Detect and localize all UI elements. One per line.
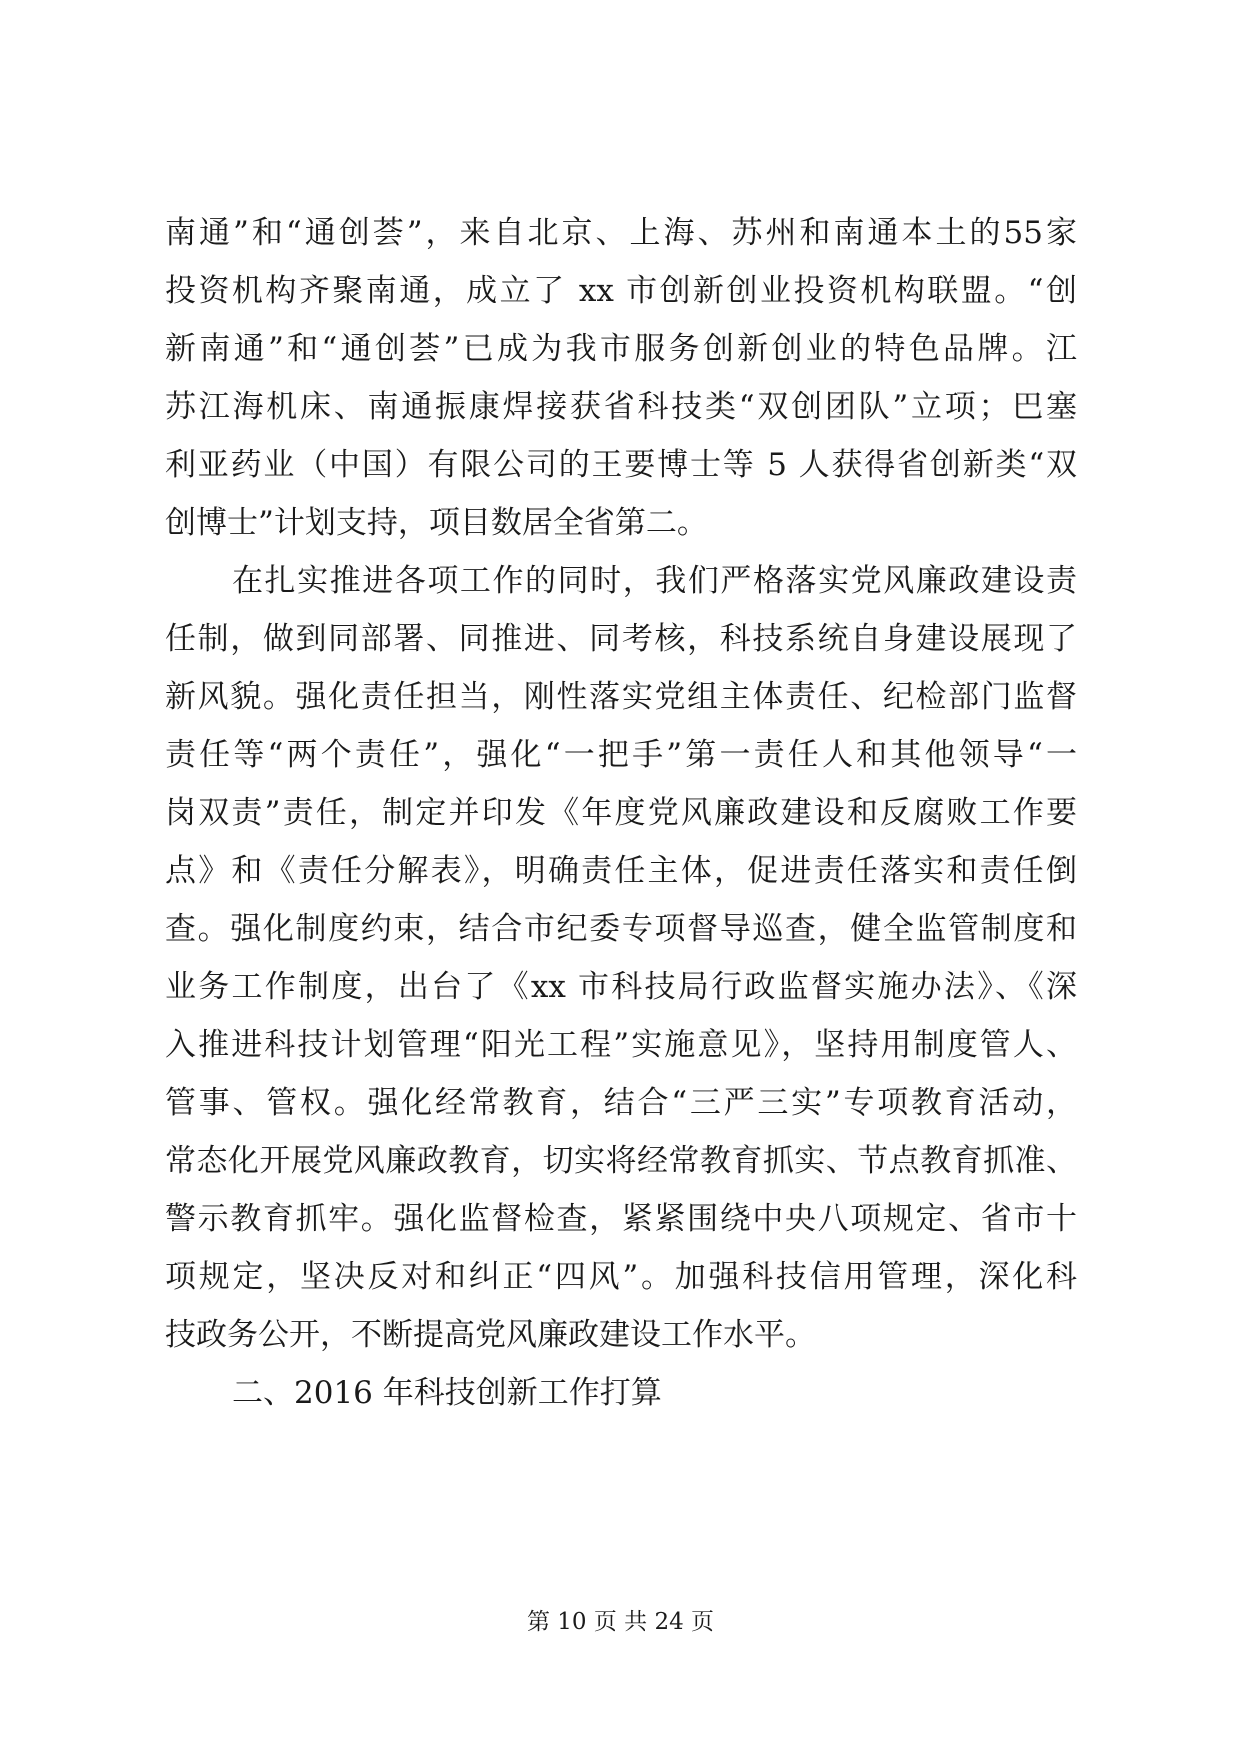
page-number-footer: 第 10 页 共 24 页 <box>526 1609 715 1635</box>
section-heading: 二、2016 年科技创新工作打算 <box>232 1375 662 1411</box>
paragraph-line: 苏江海机床、南通振康焊接获省科技类“双创团队”立项；巴塞 <box>165 389 1077 425</box>
paragraph-line: 技政务公开，不断提高党风廉政建设工作水平。 <box>165 1317 816 1353</box>
paragraph-line: 创博士”计划支持，项目数居全省第二。 <box>165 505 708 541</box>
paragraph-line: 常态化开展党风廉政教育，切实将经常教育抓实、节点教育抓准、 <box>165 1143 1077 1179</box>
paragraph-line: 管事、管权。强化经常教育，结合“三严三实”专项教育活动， <box>165 1085 1077 1121</box>
paragraph-line: 项规定，坚决反对和纠正“四风”。加强科技信用管理，深化科 <box>165 1259 1077 1295</box>
paragraph-line: 新南通”和“通创荟”已成为我市服务创新创业的特色品牌。江 <box>165 331 1077 367</box>
paragraph-line: 入推进科技计划管理“阳光工程”实施意见》，坚持用制度管人、 <box>165 1027 1077 1063</box>
paragraph-line: 业务工作制度，出台了《xx 市科技局行政监督实施办法》、《深 <box>165 969 1077 1005</box>
paragraph-line: 查。强化制度约束，结合市纪委专项督导巡查，健全监管制度和 <box>165 911 1077 947</box>
paragraph-line: 南通”和“通创荟”，来自北京、上海、苏州和南通本土的55家 <box>165 215 1077 251</box>
paragraph-line: 警示教育抓牢。强化监督检查，紧紧围绕中央八项规定、省市十 <box>165 1201 1077 1237</box>
paragraph-line: 在扎实推进各项工作的同时，我们严格落实党风廉政建设责 <box>232 563 1077 599</box>
paragraph-line: 投资机构齐聚南通，成立了 xx 市创新创业投资机构联盟。“创 <box>165 273 1077 309</box>
paragraph-line: 新风貌。强化责任担当，刚性落实党组主体责任、纪检部门监督 <box>165 679 1077 715</box>
paragraph-line: 岗双责”责任，制定并印发《年度党风廉政建设和反腐败工作要 <box>165 795 1077 831</box>
paragraph-line: 利亚药业（中国）有限公司的王要博士等 5 人获得省创新类“双 <box>165 447 1077 483</box>
paragraph-line: 任制，做到同部署、同推进、同考核，科技系统自身建设展现了 <box>165 621 1077 657</box>
paragraph-line: 点》和《责任分解表》，明确责任主体，促进责任落实和责任倒 <box>165 853 1077 889</box>
paragraph-line: 责任等“两个责任”，强化“一把手”第一责任人和其他领导“一 <box>165 737 1077 773</box>
